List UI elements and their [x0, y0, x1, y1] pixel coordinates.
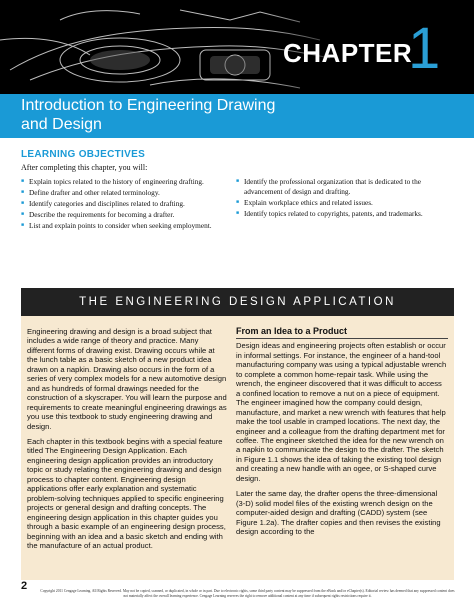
- objective-item: ■ Explain topics related to the history of engineering drafting.: [21, 177, 216, 187]
- learning-objectives-intro: After completing this chapter, you will:: [21, 163, 148, 172]
- learning-objectives-right-list: [236, 177, 456, 220]
- learning-objectives-title: LEARNING OBJECTIVES: [21, 149, 146, 160]
- chapter-hero-image: [0, 0, 474, 94]
- chapter-label: CHAPTER: [283, 38, 413, 68]
- objective-item: ■ Identify the professional organization that is dedicated to the advancement of design and drafting.: [236, 177, 456, 196]
- objective-item: ■ Identify topics related to copyrights, patents, and trademarks.: [236, 209, 456, 219]
- section-subheading: From an Idea to a Product: [236, 327, 448, 339]
- chapter-title-line-1: Introduction to Engineering Drawing: [21, 97, 276, 114]
- objective-item: ■ List and explain points to consider when seeking employment.: [21, 221, 216, 231]
- body-paragraph: Design ideas and engineering projects often establish or occur in informal settings. For instance, the engineer of a hand-tool manufacturing company was using a typical adjustable wrench to complete a common home-repair task. While using the wrench, the engineer discovered that it was difficult to access a confined location to remove a nut on a piece of equipment. The engineer imagined how the company could design, manufacture, and market a new wrench with features that help make the tool usable in cramped locations. The next day, the engineer and a colleague from the drafting department met for coffee. The engineer sketched the idea for the new wrench on a napkin to communicate the design to the drafter. The sketch in Figure 1.1 shows the idea of taking the existing tool design and creating a new handle with an ogee, or S-shaped curve design.: [236, 341, 447, 483]
- objective-item: ■ Explain workplace ethics and related issues.: [236, 198, 456, 208]
- copyright-notice: Copyright 2011 Cengage Learning. All Rights Reserved. May not be copied, scanned, or duplicated, in whole or in part. Due to electronic rights, some third party content may be suppressed from the eBook and/or eChapter(s). Editorial review has deemed that any suppressed content does not materially affect the overall learning experience. Cengage Learning reserves the right to remove additional content at any time if subsequent rights restrictions require it.: [40, 589, 455, 598]
- objective-item: ■ Describe the requirements for becoming a drafter.: [21, 210, 216, 220]
- page-number: 2: [21, 580, 28, 592]
- body-paragraph: Each chapter in this textbook begins with a special feature titled The Engineering Design Application. Each engineering design application provides an introductory topic or study relating the engineering drawing and design process to chapter content. Engineering design applications offer early explanation and systematic problem-solving techniques applied to specific engineering projects or general design and drafting concepts. The engineering design application in this chapter guides you through a basic example of an engineering design process, beginning with an idea and a basic sketch and ending with the manufacture of an actual product.: [27, 436, 226, 550]
- objective-item: ■ Identify categories and disciplines related to drafting.: [21, 199, 216, 209]
- objective-item: ■ Define drafter and other related terminology.: [21, 188, 216, 198]
- design-application-left-column: [27, 327, 227, 556]
- design-application-heading: THE ENGINEERING DESIGN APPLICATION: [21, 288, 454, 316]
- chapter-title-line-2: and Design: [21, 116, 102, 133]
- body-paragraph: Engineering drawing and design is a broad subject that includes a wide range of theory and practice. Many different forms of drawing exist. Drawing occurs while at the lunch table as a basic sketch of a new product idea drawn on a napkin. Drawing also occurs in the form of a series of very complex models for a new automotive design and as hundreds of formal drawings needed for the construction of a skyscraper. You will learn the purpose and requirements to create meaningful engineering drawings as you use this textbook to study engineering drawing and design.: [27, 327, 227, 431]
- body-paragraph: Later the same day, the drafter opens the three-dimensional (3-D) solid model files of the existing wrench design on the computer-aided design and drafting (CADD) system (see Figure 1.2a). The drafter copies and then revises the existing design according to the: [236, 489, 441, 537]
- design-application-right-column: [236, 327, 448, 543]
- learning-objectives-left-list: [21, 177, 216, 232]
- chapter-number: 1: [408, 16, 441, 81]
- chapter-title: [21, 96, 441, 134]
